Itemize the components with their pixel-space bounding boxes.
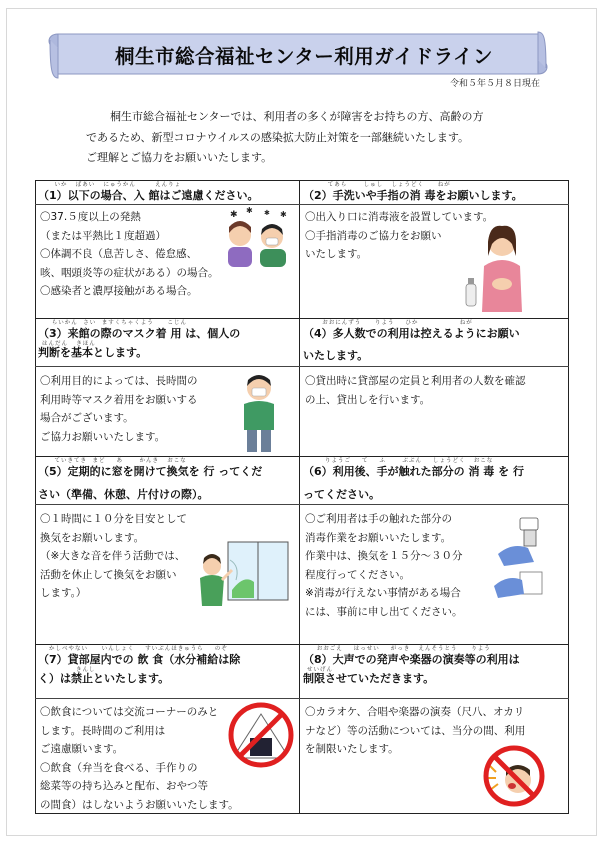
no-singing-icon: [482, 744, 546, 808]
section-7-heading: かしべやない いんしょく すいぶんほきゅうら のぞ （7）貸部屋内での 飲 食（水分補給は除 きんし く）は禁止といたします。: [38, 646, 241, 685]
section-3-heading: らいかん さい ますくちゃくよう こじん （3）来館の際のマスク着 用 は、個人の はんだん きほん 判断を基本とします。: [38, 320, 241, 359]
svg-text:✱: ✱: [230, 210, 238, 220]
section-1-heading: いか ばあい にゅうかん えんりょ （1）以下の場合、入 館はご遠慮ください。: [38, 182, 259, 202]
table-divider: [35, 504, 569, 505]
section-7-body: 〇飲食については交流コーナーのみと します。長時間のご利用は ご遠慮願います。 〇飲食（弁当を食べる、手作りの 総菜等の持ち込みと配布、おやつ等 の間食）はしないようお願いいたします。: [40, 706, 239, 811]
section-5-heading: ていきてき まど あ かんき おこな （5）定期的に窓を開けて換気を 行 ってくだ さい（準備、休憩、片付けの際）。: [38, 458, 263, 501]
svg-text:✱: ✱: [264, 209, 270, 217]
section-6-heading: りようご て ふ ぶぶん しょうどく おこな （6）利用後、手が触れた部分の 消 毒 を 行 ってください。: [303, 458, 524, 501]
mask-person-icon: [234, 372, 284, 454]
intro-line: 桐生市総合福祉センターでは、利用者の多くが障害をお持ちの方、高齢の方: [110, 110, 484, 123]
table-divider: [35, 698, 569, 699]
intro-text: [86, 107, 556, 169]
intro-line: であるため、新型コロナウイルスの感染拡大防止対策を一部継続いたします。: [86, 130, 470, 144]
no-eating-icon: [226, 700, 296, 770]
section-6-body: 〇ご利用者は手の触れた部分の 消毒作業をお願いいたします。 作業中は、換気を１５分～３０分 程度行ってください。 ※消毒が行えない事情がある場合 には、事前に申し出てください。: [305, 513, 463, 618]
table-divider: [299, 180, 300, 814]
page-title: 桐生市総合福祉センター利用ガイドライン: [114, 45, 494, 68]
section-2-body: 〇出入り口に消毒液を設置しています。 〇手指消毒のご協力をお願い いたします。: [305, 211, 494, 260]
table-divider: [35, 366, 569, 367]
svg-text:✱: ✱: [280, 210, 287, 219]
sick-people-icon: [220, 207, 296, 269]
svg-text:✱: ✱: [246, 207, 253, 215]
section-4-body: 〇貸出時に貸部屋の定員と利用者の人数を確認 の上、貸出しを行います。: [305, 375, 526, 406]
section-2-heading: てあら しゅし しょうどく ねが （2）手洗いや手指の消 毒をお願いします。: [303, 182, 523, 202]
open-window-person-icon: [192, 540, 292, 612]
table-divider: [35, 204, 569, 205]
section-8-body: 〇カラオケ、合唱や楽器の演奏（尺八、オカリ ナなど）等の活動については、当分の間、利用 を制限いたします。: [305, 706, 526, 755]
intro-line: ご理解とご協力をお願いいたします。: [86, 151, 273, 164]
hand-sanitizer-person-icon: [462, 222, 534, 314]
section-5-body: 〇１時間に１０分を目安として 換気をお願いします。 （※大きな音を伴う活動では、 活動を休止して換気をお願い します。）: [40, 513, 187, 599]
section-1-body: 〇37.５度以上の発熱 （または平熱比１度超過） 〇体調不良（息苦しさ、倦怠感、 咳、咽頭炎等の症状がある）の場合。 〇感染者と濃厚接触がある場合。: [40, 211, 219, 297]
section-4-heading: おおにんずう りよう ひか ねが （4）多人数での利用は控えるようにお願い いたします。: [303, 320, 520, 362]
section-3-body: 〇利用目的によっては、長時間の 利用時等マスク着用をお願いする 場合がございます。 ご協力お願いいたします。: [40, 375, 198, 443]
disinfect-spray-icon: [494, 514, 550, 606]
date-label: 令和５年５月８日現在: [449, 79, 540, 89]
section-8-heading: おおごえ はっせい がっき えんそうとう りよう （8）大声での発声や楽器の演奏等の利用は せいげん 制限させていただきます。: [303, 646, 520, 685]
